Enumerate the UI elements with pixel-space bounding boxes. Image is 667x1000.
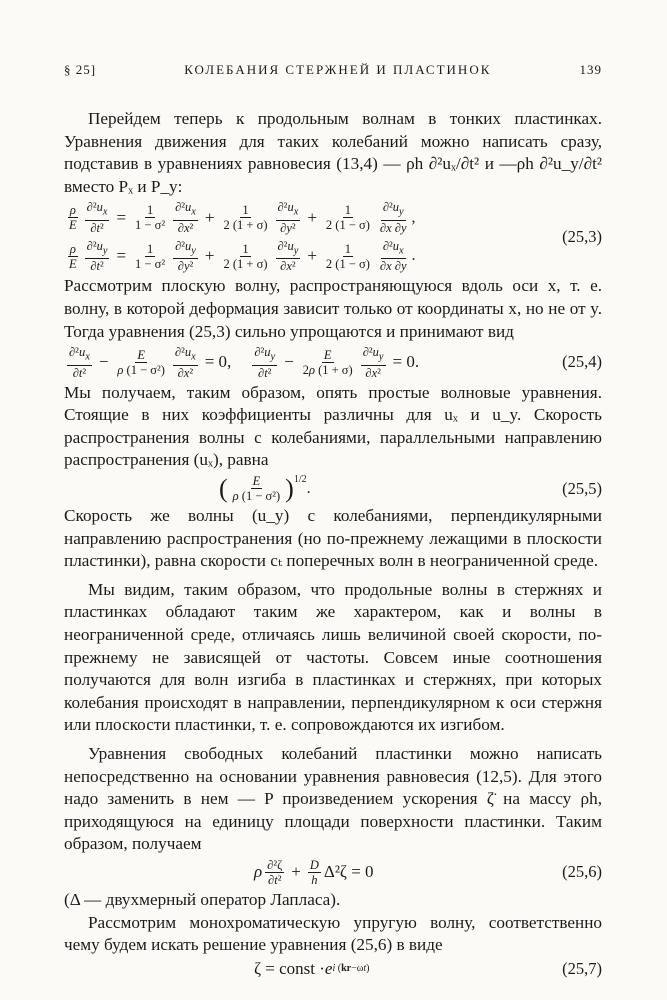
equation-number: (25,3): [562, 226, 602, 246]
paragraph-2: Рассмотрим плоскую волну, распространяющуюся вдоль оси x, т. е. волну, в которой деформация зависит только от координаты x, но не от y. Тогда уравнения (25,3) сильно упрощаются и принимают вид: [64, 276, 602, 341]
equation-number: (25,4): [562, 352, 602, 372]
equation-number: (25,6): [562, 862, 602, 882]
equation-25-3: $\frac{\rho}{E}$ $\frac{\partial^2u_x}{\text{∂t²}}$ = $\frac{1}{\text{1 − σ²}}$ $\frac{\partial^2u_x}{\text{∂x²}}$ + $\frac{1}{2 (1 + \sigma)}$ $\frac{\partial^2u_x}{\text{∂y²}}$ + $\frac{1}{2 (1 - \sigma)}$ $\frac{\partial^2u_y}{\partial x \partial y}$ , $\frac{\rho}{E}$ $\frac{\partial^2u_y}{\text{∂t²}}$ = $\frac{1}{\text{1 − σ²}}$ $\frac{\partial^2u_y}{\text{∂y²}}$ + $\frac{1}{2 (1 + \sigma)}$ $\frac{\partial^2u_y}{\text{∂x²}}$ + $\frac{1}{2 (1 - \sigma)}$ $\frac{\partial^2u_x}{\partial x \partial y}$ . (25,3): [69, 200, 602, 274]
equation-25-5: ( $\frac{E}{\text{ρ (1 − σ²)}}$ ) $^{1/2}$ . (25,5): [219, 473, 602, 504]
equation-25-7: ζ = const · e i (kr−ωt) (25,7): [254, 958, 602, 978]
running-header: [64, 62, 602, 78]
equation-number: (25,7): [562, 958, 602, 978]
paragraph-6: Уравнения свободных колебаний пластинки можно написать непосредственно на основании уравнения равновесия (12,5). Для этого надо заменить в нем — P произведением ускорения ζ̈ на массу ρh, приходящуюся на единицу площади поверхности пластинки. Таким образом, получаем: [64, 743, 602, 854]
paragraph-1: Перейдем теперь к продольным волнам в тонких пластинках. Уравнения движения для таких колебаний можно написать сразу, подставив в уравнениях равновесия (13,4) — ρh ∂²uₓ/∂t² и —ρh ∂²u_y/∂t² вместо Pₓ и P_y:: [64, 109, 602, 196]
section-ref: § 25]: [64, 62, 97, 77]
paragraph-8: Рассмотрим монохроматическую упругую волну, соответственно чему будем искать решение уравнения (25,6) в виде: [64, 912, 602, 955]
equation-25-4: $\frac{\partial^2u_x}{\text{∂t²}}$ − $\frac{E}{\text{ρ (1 − σ²)}}$ $\frac{\partial^2u_x}{\text{∂x²}}$ = 0, $\frac{\partial^2u_y}{\text{∂t²}}$ − $\frac{E}{2\rho (1 + \sigma)}$ $\frac{\partial^2u_y}{\text{∂x²}}$ = 0. (25,4): [69, 345, 602, 380]
page-number: 139: [579, 62, 602, 77]
paragraph-7: (Δ — двухмерный оператор Лапласа).: [64, 889, 341, 909]
paragraph-4: Скорость же волны (u_y) с колебаниями, перпендикулярными направлению распространения (но по-прежнему лежащими в плоскости пластинки), равна скорости cₜ поперечных волн в неограниченной среде.: [64, 506, 602, 571]
paragraph-5: Мы видим, таким образом, что продольные волны в стержнях и пластинках обладают таким же характером, как и волны в неограниченной среде, отличаясь лишь величиной своей скорости, по-прежнему не зависящей от частоты. Совсем иные соотношения получаются для волн изгиба в пластинках и стержнях, при которых колебания происходят в направлении, перпендикулярном к оси стержня или плоскости пластинки, т. е. сопровождаются их изгибом.: [64, 579, 602, 735]
equation-number: (25,5): [562, 478, 602, 498]
paragraph-3: Мы получаем, таким образом, опять простые волновые уравнения. Стоящие в них коэффициенты различны для uₓ и u_y. Скорость распространения волны с колебаниями, параллельными направлению распространения (uₓ), равна: [64, 382, 602, 470]
page: [64, 62, 602, 981]
equation-25-6: ρ $\frac{\text{∂²ζ}}{\text{∂t²}}$ + $\frac{D}{h}$ Δ²ζ = 0 (25,6): [254, 857, 602, 887]
running-title: КОЛЕБАНИЯ СТЕРЖНЕЙ И ПЛАСТИНОК: [184, 62, 492, 77]
